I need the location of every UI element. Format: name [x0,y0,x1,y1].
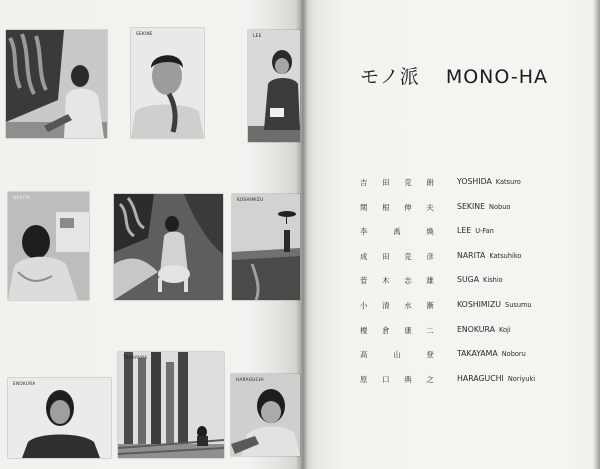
title-japanese: モノ派 [360,66,420,88]
artist-name-english [457,202,510,211]
artist-surname: KOSHIMIZU [457,299,502,309]
photo-caption: NARITA [13,195,31,200]
artist-name-english [457,325,511,334]
photo-caption: ENOKURA [13,381,36,386]
artist-row [360,248,560,273]
photo-suga-image [114,194,223,300]
photo-narita-image [8,192,89,300]
photo-sekine [131,28,204,138]
photo-yoshida [6,30,107,138]
artist-name-japanese: 高山登 [360,350,434,360]
artist-name-english [457,275,503,284]
artist-name-japanese: 成田克彦 [360,251,434,261]
artist-name-japanese: 原口典之 [360,374,434,384]
artist-row [360,297,560,322]
photo-enokura-image [8,378,111,458]
photo-caption: LEE [253,33,262,38]
artist-given-name: Noriyuki [507,374,536,383]
photo-lee-image [248,30,300,142]
photo-haraguchi [231,374,300,456]
photo-suga [114,194,223,300]
artist-given-name: Koji [498,325,511,334]
artist-surname: SUGA [457,275,480,285]
artist-name-english [457,177,521,186]
title-english: MONO-HA [445,66,548,88]
artist-row [360,223,560,248]
artist-row [360,199,560,224]
artist-given-name: Katsuro [495,178,521,186]
artist-name-english [457,251,521,260]
artist-name-english [457,374,535,383]
artist-row [360,174,560,199]
photo-takayama-image [118,352,224,458]
artist-given-name: Nobuo [489,202,511,211]
photo-takayama [118,352,224,458]
photo-caption: HARAGUCHI [236,377,264,382]
photo-haraguchi-image [231,374,300,456]
page-title [360,62,548,89]
artist-name-japanese: 李禹煥 [360,227,434,237]
artist-name-english [457,349,526,358]
photo-caption: KOSHIMIZU [237,197,264,202]
photo-koshimizu-image [232,194,300,300]
photo-enokura [8,378,111,458]
artist-list [360,174,560,395]
artist-given-name: Katsuhiko [489,251,522,260]
artist-row [360,322,560,347]
artist-row [360,272,560,297]
artist-given-name: Noboru [501,350,526,359]
artist-given-name: U-Fan [475,227,494,236]
photo-koshimizu [232,194,300,300]
photo-sekine-image [131,28,204,138]
artist-surname: NARITA [457,250,486,260]
artist-surname: HARAGUCHI [457,373,504,383]
photo-narita [8,192,89,300]
artist-name-japanese: 榎倉康二 [360,325,434,335]
artist-surname: YOSHIDA [457,177,492,186]
artist-name-japanese: 菅木志雄 [360,276,434,286]
artist-name-japanese: 関根伸夫 [360,202,434,212]
artist-name-japanese: 吉田克朗 [360,178,434,187]
photo-caption: SEKINE [136,31,153,36]
artist-surname: SEKINE [457,201,486,211]
photo-yoshida-image [6,30,107,138]
artist-row [360,346,560,371]
artist-given-name: Susumu [505,300,532,309]
artist-given-name: Kishio [483,276,503,285]
page-edge [594,0,600,469]
artist-surname: ENOKURA [457,324,495,334]
artist-row [360,371,560,396]
artist-name-english [457,300,532,309]
photo-caption: TAKAYAMA [123,355,148,360]
artist-name-japanese: 小清水漸 [360,300,434,310]
artist-surname: LEE [457,226,472,236]
photo-lee [248,30,300,142]
artist-name-english [457,226,494,235]
artist-surname: TAKAYAMA [457,349,498,359]
